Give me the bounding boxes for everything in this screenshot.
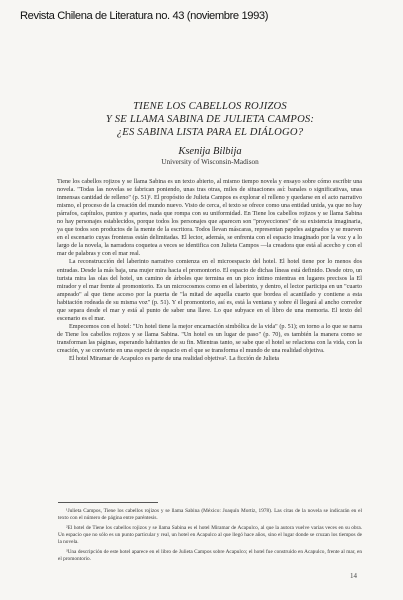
paragraph-2: La reconstrucción del laberinto narrativo comienza en el microespacio del hotel. El hotel tiene por lo menos dos entradas. Desde la más baja, una mujer mira hacia el promontorio. El espacio de dichas líneas está definido. Desde otro, un turista mira las olas del hotel, un camino de árboles que termina en un pico íntimo mientras en lugares precisos la El mirador y el mar frente al promontorio. Es un microcosmos como en el laberinto, y dentro, el lector participa en un "cuarto ampeado" al que tiene acceso por la puerta de "la mitad de aquella cuarto que bordea el acantilado y contiene a esta habitación rodeada de su misma voz" (p. 51). Y el promontorio, así es, está la ventana y sobre él llegará al ancho corredor que separa desde el mar y está al punto de saber una llave. Lo que subyace en el libro de una memoria. El texto del escenario es el mar. — [57, 259, 362, 322]
author-name: Ksenija Bilbija — [178, 146, 242, 157]
title-line-3: ¿ES SABINA LISTA PARA EL DIÁLOGO? — [116, 127, 304, 138]
article-body — [57, 178, 362, 363]
footnote-divider — [58, 502, 158, 503]
footnote-2: ²El hotel de Tiene los cabellos rojizos y se llama Sabina es el hotel Miramar de Acapulco, al que la autora vuelve varias veces en su obra. Un espacio que no sólo es un punto particular y real, un hotel en Acapulco al que llegó hace años, sino el lugar donde se cruzan los tiempos de la novela. — [58, 525, 362, 545]
journal-header: Revista Chilena de Literatura no. 43 (noviembre 1993) — [20, 10, 269, 22]
footnotes — [58, 508, 362, 566]
footnote-3: ³Una descripción de este hotel aparece en el libro de Julieta Campos sobre Acapulco; el hotel fue construido en Acapulco, frente al mar, en el promontorio. — [58, 549, 362, 562]
paragraph-4: El hotel Miramar de Acapulco es parte de una realidad objetiva². La ficción de Julieta — [69, 356, 280, 363]
footnote-1: ¹Julieta Campos, Tiene los cabellos rojizos y se llama Sabina (México: Joaquín Mortiz, 1978). Las citas de la novela se indicarán en el texto con el número de página entre paréntesis. — [58, 508, 362, 521]
article-title — [60, 100, 360, 139]
paragraph-3: Empecemos con el hotel: "Un hotel tiene la mejor encarnación simbólica de la vida" (p. 51); en torno a lo que se narra de Tiene los cabellos rojizos y se llama Sabina. "Un hotel es un lugar de paso" (p. 70), es también la manera como se transforman las páginas, esperando habitantes de su fin. Mientras tanto, se sabe que el hotel se relaciona con la vida, con la creación, y se convierte en una especie de espacio en el que se transforma el mundo de una realidad objetiva. — [57, 323, 362, 354]
page-number: 14 — [350, 572, 357, 580]
title-line-2: Y SE LLAMA SABINA DE JULIETA CAMPOS: — [105, 114, 315, 125]
title-line-1: TIENE LOS CABELLOS ROJIZOS — [133, 101, 287, 112]
paragraph-1: Tiene los cabellos rojizos y se llama Sabina es un texto abierto, al mismo tiempo novela y ensayo sobre cómo escribir una novela. "Todas las novelas se fabrican poniendo, unas tras otras, miles de situaciones así: banales o significativas, unas inmensas cantidad de relleno" (p. 51)¹. El propósito de Julieta Campos es explorar el relleno y quedarse en el acto narrativo mismo, el proceso de la creación del mundo nuevo. Visto de cerca, el texto se ofrece como una entidad unida, ya que no hay párrafos, capítulos, puntos y apartes, nada que rompa con su uniformidad. En Tiene los cabellos rojizos y se llama Sabina no hay personajes establecidos, porque todos los personajes que aparecen son "proyecciones" de su existencia imaginaria, ya que todos son productos de la mente de la escritora. Todos llevan máscaras, representan papeles asignados y se mueven en el escenario cuyas fronteras están delimitadas. El lector, además, se enfrenta con el espacio imaginado por la voz y a lo largo de la novela, la narradora coquetea a veces se identifica con Julieta Campos —la creadora que está al acecho y con el mar de palabras y con el mar real. — [57, 179, 362, 258]
author-affiliation: University of Wisconsin-Madison — [161, 158, 259, 166]
